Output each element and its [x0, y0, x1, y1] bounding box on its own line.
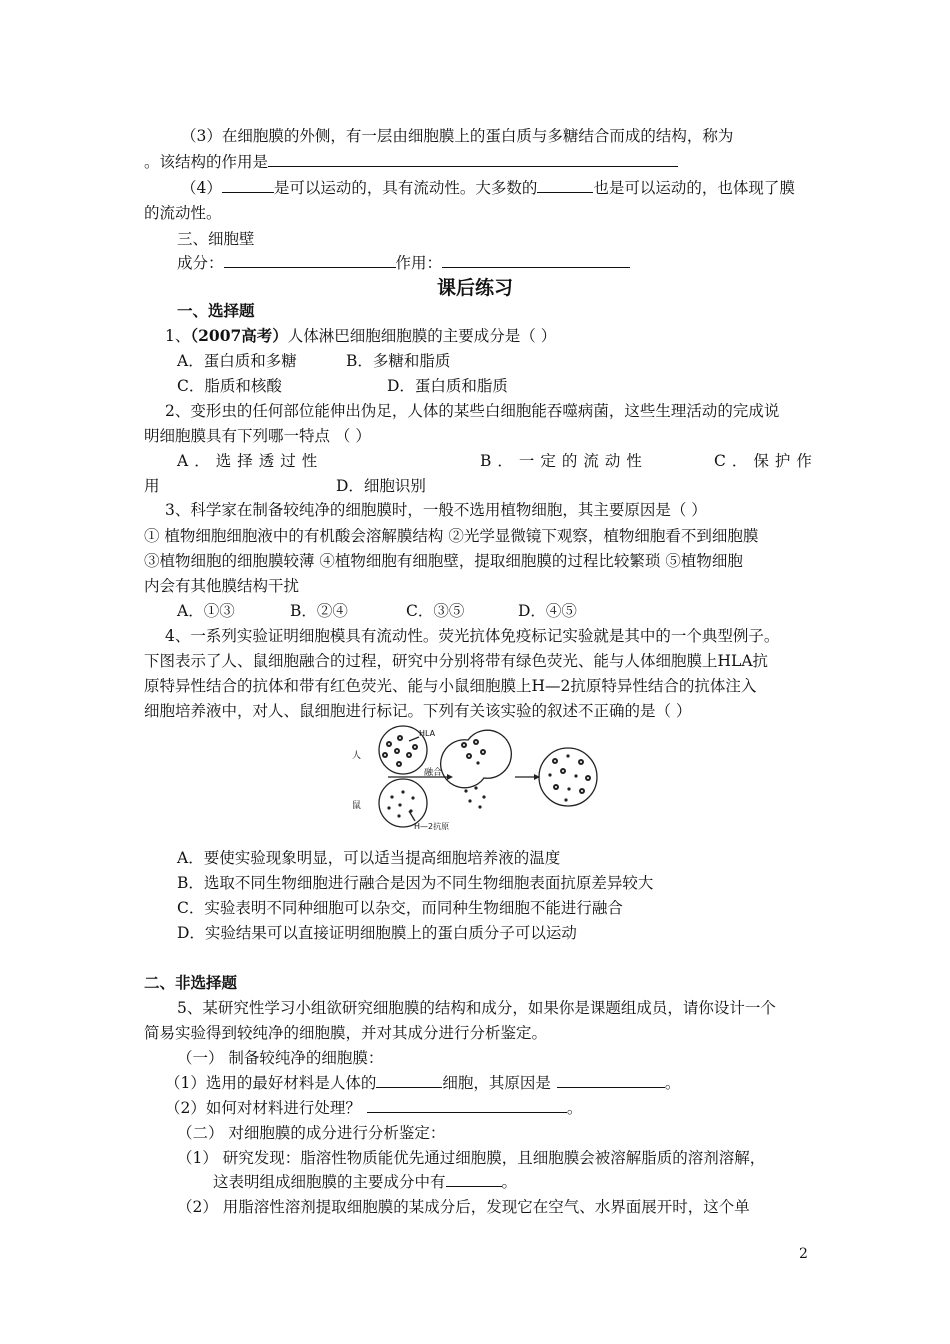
- component-label: 成分：: [177, 254, 224, 272]
- q4-stem-line1: 4、一系列实验证明细胞模具有流动性。荧光抗体免疫标记实验就是其中的一个典型例子。: [165, 627, 780, 645]
- q1-text: 人体淋巴细胞细胞膜的主要成分是（ ）: [287, 327, 557, 345]
- q4-stem-line3: 原特异性结合的抗体和带有红色荧光、能与小鼠细胞膜上H—2抗原特异性结合的抗体注入: [144, 677, 757, 695]
- q5-p2-q1-end: 。: [501, 1173, 518, 1191]
- q5-p1-q1-text2: 细胞，其原因是: [442, 1074, 551, 1092]
- q5-p1-q1-end: 。: [664, 1074, 681, 1092]
- q1-option-c: C．脂质和核酸: [177, 377, 282, 395]
- q5-part1-q2: [165, 1098, 582, 1118]
- q5-part2-heading: （二） 对细胞膜的成分进行分析鉴定：: [177, 1124, 446, 1142]
- q5-p2-q1-text: 这表明组成细胞膜的主要成分中有: [213, 1173, 446, 1191]
- q5-part2-q2: （2） 用脂溶性溶剂提取细胞膜的某成分后，发现它在空气、水界面展开时，这个单: [177, 1198, 750, 1216]
- q3-stem-line3: ③植物细胞的细胞膜较薄 ④植物细胞有细胞壁，提取细胞膜的过程比较繁琐 ⑤植物细胞: [144, 552, 743, 570]
- cell-wall-fields: [177, 253, 630, 273]
- label-mouse: 鼠: [352, 801, 362, 811]
- q5-stem-line2: 简易实验得到较纯净的细胞膜，并对其成分进行分析鉴定。: [144, 1024, 548, 1042]
- q3-option-a: A．①③: [177, 602, 235, 620]
- q1-option-a: A．蛋白质和多糖: [177, 352, 297, 370]
- q-part3-text: 。该结构的作用是: [144, 153, 269, 171]
- label-hla: HLA: [419, 729, 436, 738]
- function-label: 作用：: [395, 254, 443, 272]
- q1-tag: （2007高考）: [190, 326, 288, 345]
- answer-blank: [557, 1073, 665, 1088]
- answer-blank: [442, 253, 630, 268]
- q5-part2-q1-line1: （1） 研究发现：脂溶性物质能优先通过细胞膜，且细胞膜会被溶解脂质的溶剂溶解，: [177, 1149, 766, 1167]
- q4-stem-line2: 下图表示了人、鼠细胞融合的过程，研究中分别将带有绿色荧光、能与人体细胞膜上HLA抗: [144, 652, 769, 670]
- q2-option-a: A．选择透过性: [177, 452, 324, 470]
- q-part4-line2: 的流动性。: [144, 204, 222, 222]
- cell-wall-heading: 三、细胞壁: [177, 230, 255, 248]
- section-choice-heading: 一、选择题: [177, 301, 255, 320]
- q4-option-a: A．要使实验现象明显，可以适当提高细胞培养液的温度: [177, 849, 561, 867]
- q-part4-text2: 也是可以运动的，也体现了膜: [593, 179, 795, 197]
- q2-option-b: B．一定的流动性: [480, 452, 648, 470]
- answer-blank: [224, 253, 396, 268]
- q4-option-c: C．实验表明不同种细胞可以杂交，而同种生物细胞不能进行融合: [177, 899, 623, 917]
- q4-stem-line4: 细胞培养液中，对人、鼠细胞进行标记。下列有关该实验的叙述不正确的是（ ）: [144, 702, 692, 720]
- q5-p1-q2-end: 。: [566, 1099, 583, 1117]
- q5-part2-q1-line2: [213, 1172, 517, 1192]
- q3-option-d: D．④⑤: [518, 602, 577, 620]
- q2-option-c: C．保护作: [714, 452, 818, 470]
- q5-part1-heading: （一） 制备较纯净的细胞膜：: [177, 1049, 384, 1067]
- page-number: 2: [799, 1246, 808, 1262]
- q3-stem-line4: 内会有其他膜结构干扰: [144, 577, 300, 595]
- q-part3-line1: （3）在细胞膜的外侧，有一层由细胞膜上的蛋白质与多糖结合而成的结构，称为: [181, 127, 734, 145]
- label-h2: H—2抗原: [414, 822, 450, 831]
- q1-stem: [165, 326, 556, 346]
- q-part4-num: （4）: [181, 179, 222, 197]
- answer-blank: [376, 1073, 442, 1088]
- q-part4-line1: [181, 178, 795, 198]
- q2-option-d: D．细胞识别: [336, 477, 426, 495]
- q4-option-d: D．实验结果可以直接证明细胞膜上的蛋白质分子可以运动: [177, 924, 577, 942]
- answer-blank: [222, 178, 274, 193]
- q5-p1-q2-text: （2）如何对材料进行处理？: [165, 1099, 361, 1117]
- answer-blank: [537, 178, 593, 193]
- q5-stem-line1: 5、某研究性学习小组欲研究细胞膜的结构和成分，如果你是课题组成员，请你设计一个: [177, 999, 776, 1017]
- answer-blank: [446, 1172, 502, 1187]
- q2-option-c-cont: 用: [144, 477, 160, 495]
- section-nonchoice-heading: 二、非选择题: [144, 973, 238, 992]
- cell-fusion-figure: [352, 725, 622, 831]
- label-human: 人: [352, 751, 362, 761]
- fused-cell-outline: [441, 730, 512, 788]
- mouse-cell: [379, 779, 427, 827]
- q1-num: 1、: [165, 327, 191, 345]
- label-fuse: 融合: [424, 768, 443, 778]
- answer-blank: [367, 1098, 567, 1113]
- q2-stem-line1: 2、变形虫的任何部位能伸出伪足，人体的某些白细胞能吞噬病菌，这些生理活动的完成说: [165, 402, 780, 420]
- q-part4-text: 是可以运动的，具有流动性。大多数的: [273, 179, 538, 197]
- q3-stem-line2: ① 植物细胞细胞液中的有机酸会溶解膜结构 ②光学显微镜下观察，植物细胞看不到细胞膜: [144, 527, 759, 545]
- q2-stem-line2: 明细胞膜具有下列哪一特点 （ ）: [144, 427, 371, 445]
- q1-option-d: D．蛋白质和脂质: [387, 377, 508, 395]
- q3-option-c: C．③⑤: [406, 602, 465, 620]
- q5-part1-q1: [165, 1073, 680, 1093]
- q1-option-b: B．多糖和脂质: [346, 352, 451, 370]
- q3-stem-line1: 3、科学家在制备较纯净的细胞膜时，一般不选用植物细胞，其主要原因是（ ）: [165, 501, 707, 519]
- q-part3-line2: [144, 152, 678, 172]
- page-title: 课后练习: [436, 277, 513, 299]
- q5-p1-q1-text: （1）选用的最好材料是人体的: [165, 1074, 377, 1092]
- q3-option-b: B．②④: [290, 602, 348, 620]
- q4-option-b: B．选取不同生物细胞进行融合是因为不同生物细胞表面抗原差异较大: [177, 874, 654, 892]
- answer-blank: [268, 152, 678, 167]
